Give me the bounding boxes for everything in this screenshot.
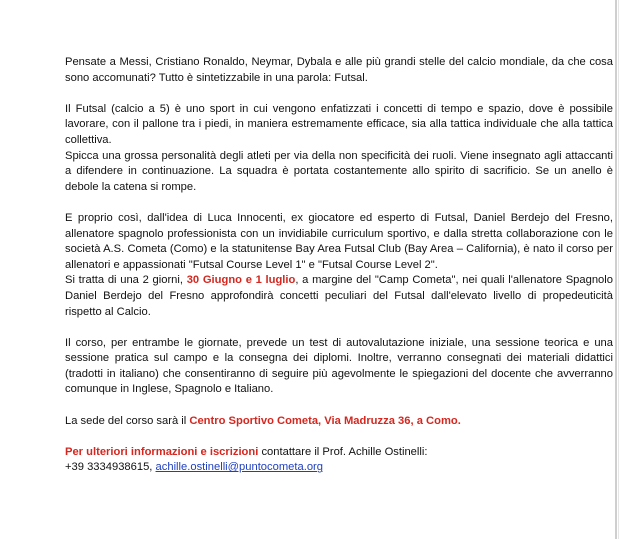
document-body: [65, 55, 613, 492]
dates-detail: , a margine del "Camp Cometa", nei quali l'allenatore Spagnolo Daniel Berdejo del Fresno approfondirà concetti peculiari del Futsal dall'elevato livello di propedeuticità rispetto al Calcio.: [65, 274, 613, 318]
paragraph-intro: Pensate a Messi, Cristiano Ronaldo, Neymar, Dybala e alle più grandi stelle del calcio mondiale, da che cosa sono accomunati? Tutto è sintetizzabile in una parola: Futsal.: [65, 56, 613, 84]
venue-address: Centro Sportivo Cometa, Via Madruzza 36, a Como.: [189, 414, 461, 427]
paragraph-futsal-personality: Spicca una grossa personalità degli atleti per via della non specificità dei ruoli. Viene insegnato agli attaccanti a difendere in continuazione. La squadra è portata costantemente allo spirito di sacrificio. Se un anello è debole la catena si rompe.: [65, 149, 613, 193]
paragraph-futsal-description: [65, 102, 613, 149]
course-dates: 30 Giugno e 1 luglio: [186, 274, 296, 287]
paragraph-venue: [65, 414, 613, 430]
paragraph-course-origin: E proprio così, dall'idea di Luca Innocenti, ex giocatore ed esperto di Futsal, Daniel Berdejo del Fresno, allenatore spagnolo professionista con un invidiabile curriculum sportivo, e dalla stretta collaborazione con le società A.S. Cometa (Como) e la statunitense Bay Area Futsal Club (Bay Area – California), è nato il corso per allenatori e appassionati "Futsal Course Level 1" e "Futsal Course Level 2".: [65, 211, 613, 271]
page-edge-shadow: [618, 0, 619, 539]
contact-phone: +39 3334938615,: [65, 461, 156, 474]
contact-name: contattare il Prof. Achille Ostinelli:: [258, 445, 428, 458]
paragraph-course-structure: Il corso, per entrambe le giornate, prevede un test di autovalutazione iniziale, una sessione teorica e una sessione pratica sul campo e la consegna dei diplomi. Inoltre, verranno consegnati dei materiali didattici (tradotti in italiano) che consentiranno di seguire più agevolmente le spiegazioni del docente che avverranno comunque in Inglese, Spagnolo e Italiano.: [65, 336, 613, 396]
paragraph-futsal-tactics: Il Futsal (calcio a 5) è uno sport in cui vengono enfatizzati i concetti di tempo e spazio, dove è possibile lavorare, con il pallone tra i piedi, in maniera estremamente efficace, sia alla tattica individuale che alla tattica collettiva.: [65, 102, 613, 146]
page-edge: [615, 0, 617, 539]
paragraph-course-dates: [65, 273, 613, 320]
contact-email-link[interactable]: achille.ostinelli@puntocometa.org: [155, 461, 323, 474]
paragraph-contact: [65, 445, 613, 476]
dates-intro: Si tratta di una 2 giorni,: [65, 274, 187, 287]
venue-intro: La sede del corso sarà il: [65, 414, 190, 427]
contact-info-heading: Per ulteriori informazioni e iscrizioni: [65, 445, 259, 458]
